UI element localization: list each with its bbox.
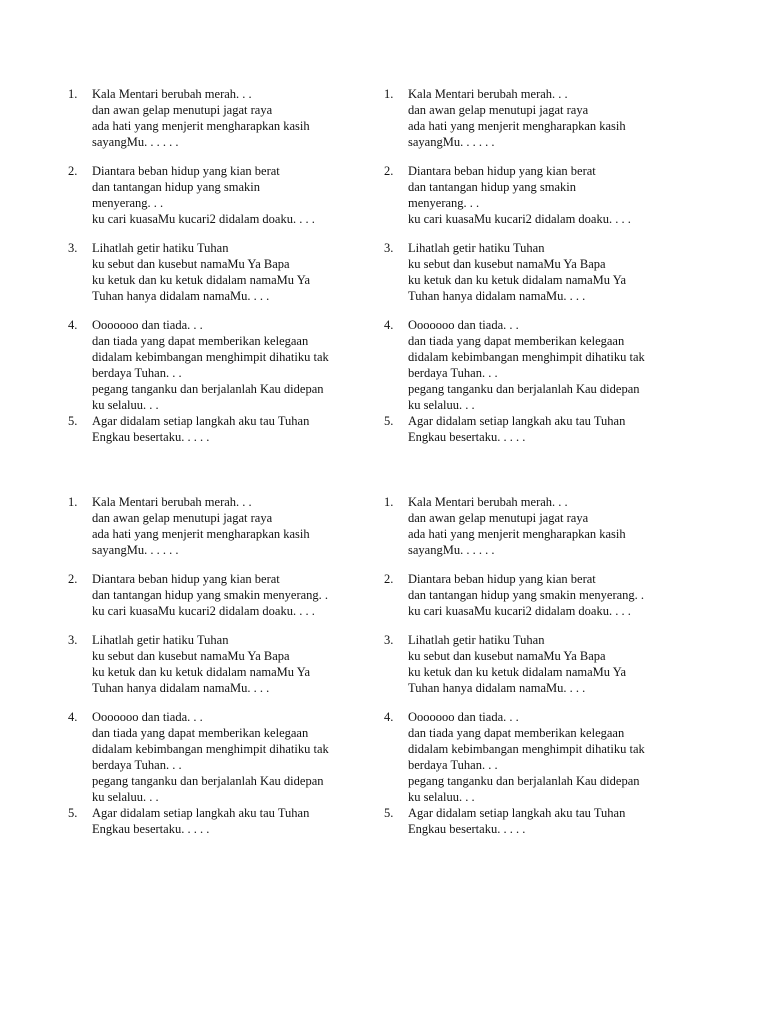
text-line: dan tantangan hidup yang smakin bbox=[92, 180, 261, 194]
text-line: ku cari kuasaMu kucari2 didalam doaku. . . . bbox=[408, 212, 631, 226]
list-item bbox=[384, 163, 674, 227]
text-line: Engkau besertaku. . . . . bbox=[408, 822, 526, 836]
text-line: ku cari kuasaMu kucari2 didalam doaku. . . . bbox=[408, 604, 631, 618]
poem-block-bottom-left bbox=[68, 494, 358, 837]
text-line: dan awan gelap menutupi jagat raya bbox=[408, 103, 589, 117]
list-item-number: 2. bbox=[384, 164, 394, 178]
text-line: Ooooooo dan tiada. . . bbox=[408, 318, 519, 332]
list-item bbox=[68, 494, 358, 558]
list-item bbox=[384, 805, 674, 837]
text-line: Ooooooo dan tiada. . . bbox=[92, 318, 203, 332]
list-item bbox=[68, 632, 358, 696]
text-line: ku selaluu. . . bbox=[92, 398, 159, 412]
text-line: pegang tanganku dan berjalanlah Kau didepan bbox=[408, 774, 640, 788]
text-line: ada hati yang menjerit mengharapkan kasih bbox=[92, 119, 310, 133]
list-item bbox=[68, 805, 358, 837]
list-item-number: 5. bbox=[68, 414, 78, 428]
list-item-text bbox=[408, 413, 674, 445]
text-line: ku sebut dan kusebut namaMu Ya Bapa bbox=[408, 649, 606, 663]
list-item-number: 3. bbox=[68, 633, 78, 647]
text-line: ku ketuk dan ku ketuk didalam namaMu Ya bbox=[92, 273, 311, 287]
text-line: Engkau besertaku. . . . . bbox=[408, 430, 526, 444]
list-item-number: 1. bbox=[68, 495, 78, 509]
text-line: ku ketuk dan ku ketuk didalam namaMu Ya bbox=[408, 665, 627, 679]
text-line: didalam kebimbangan menghimpit dihatiku tak bbox=[92, 350, 329, 364]
text-line: sayangMu. . . . . . bbox=[92, 135, 179, 149]
list-item-text bbox=[92, 240, 358, 304]
text-line: ku sebut dan kusebut namaMu Ya Bapa bbox=[92, 257, 290, 271]
text-line: Tuhan hanya didalam namaMu. . . . bbox=[92, 289, 270, 303]
list-item-number: 3. bbox=[384, 633, 394, 647]
list-item bbox=[68, 709, 358, 805]
text-line: dan awan gelap menutupi jagat raya bbox=[408, 511, 589, 525]
text-line: Kala Mentari berubah merah. . . bbox=[92, 87, 252, 101]
text-line: dan tiada yang dapat memberikan kelegaan bbox=[408, 334, 625, 348]
text-line: Diantara beban hidup yang kian berat bbox=[92, 164, 280, 178]
list-item-text bbox=[92, 805, 358, 837]
text-line: Ooooooo dan tiada. . . bbox=[408, 710, 519, 724]
text-line: sayangMu. . . . . . bbox=[408, 543, 495, 557]
list-item-number: 2. bbox=[68, 164, 78, 178]
list-item-text bbox=[92, 709, 358, 805]
list-item bbox=[384, 317, 674, 413]
list-item-text bbox=[408, 240, 674, 304]
text-line: Lihatlah getir hatiku Tuhan bbox=[92, 241, 229, 255]
list-item-number: 1. bbox=[68, 87, 78, 101]
text-line: berdaya Tuhan. . . bbox=[408, 366, 498, 380]
text-line: ku selaluu. . . bbox=[408, 398, 475, 412]
text-line: berdaya Tuhan. . . bbox=[408, 758, 498, 772]
text-line: Kala Mentari berubah merah. . . bbox=[92, 495, 252, 509]
text-line: pegang tanganku dan berjalanlah Kau didepan bbox=[92, 774, 324, 788]
text-line: ku sebut dan kusebut namaMu Ya Bapa bbox=[408, 257, 606, 271]
text-line: Tuhan hanya didalam namaMu. . . . bbox=[92, 681, 270, 695]
list-item-text bbox=[408, 494, 674, 558]
list-item-text bbox=[92, 632, 358, 696]
text-line: ku selaluu. . . bbox=[408, 790, 475, 804]
poem-block-bottom-right bbox=[384, 494, 674, 837]
list-item-text bbox=[92, 571, 358, 619]
list-item-number: 1. bbox=[384, 495, 394, 509]
list-item bbox=[68, 413, 358, 445]
list-item bbox=[384, 632, 674, 696]
text-line: Kala Mentari berubah merah. . . bbox=[408, 87, 568, 101]
text-line: menyerang. . . bbox=[92, 196, 164, 210]
text-line: dan tantangan hidup yang smakin menyerang. . bbox=[92, 588, 329, 602]
text-line: Engkau besertaku. . . . . bbox=[92, 822, 210, 836]
poem-block-top-right bbox=[384, 86, 674, 445]
list-item bbox=[384, 571, 674, 619]
text-line: ku cari kuasaMu kucari2 didalam doaku. . . . bbox=[92, 212, 315, 226]
list-item-number: 4. bbox=[68, 710, 78, 724]
list-item-number: 5. bbox=[68, 806, 78, 820]
text-line: dan awan gelap menutupi jagat raya bbox=[92, 511, 273, 525]
text-line: Lihatlah getir hatiku Tuhan bbox=[408, 633, 545, 647]
list-item bbox=[384, 709, 674, 805]
text-line: ku selaluu. . . bbox=[92, 790, 159, 804]
text-line: Agar didalam setiap langkah aku tau Tuhan bbox=[92, 806, 310, 820]
list-item bbox=[68, 571, 358, 619]
list-item bbox=[68, 240, 358, 304]
text-line: didalam kebimbangan menghimpit dihatiku tak bbox=[408, 742, 645, 756]
text-line: Diantara beban hidup yang kian berat bbox=[408, 164, 596, 178]
text-line: ada hati yang menjerit mengharapkan kasih bbox=[92, 527, 310, 541]
list-item-number: 4. bbox=[384, 710, 394, 724]
list-item-number: 5. bbox=[384, 414, 394, 428]
list-item-number: 3. bbox=[68, 241, 78, 255]
text-line: dan awan gelap menutupi jagat raya bbox=[92, 103, 273, 117]
text-line: Agar didalam setiap langkah aku tau Tuhan bbox=[408, 806, 626, 820]
list-item-text bbox=[408, 632, 674, 696]
list-item-text bbox=[92, 494, 358, 558]
text-line: didalam kebimbangan menghimpit dihatiku tak bbox=[92, 742, 329, 756]
list-item-number: 2. bbox=[68, 572, 78, 586]
text-line: Agar didalam setiap langkah aku tau Tuhan bbox=[92, 414, 310, 428]
list-item bbox=[68, 163, 358, 227]
list-item-text bbox=[92, 317, 358, 413]
list-item-text bbox=[408, 317, 674, 413]
text-line: Engkau besertaku. . . . . bbox=[92, 430, 210, 444]
text-line: sayangMu. . . . . . bbox=[408, 135, 495, 149]
text-line: didalam kebimbangan menghimpit dihatiku tak bbox=[408, 350, 645, 364]
text-line: Agar didalam setiap langkah aku tau Tuhan bbox=[408, 414, 626, 428]
list-item-number: 1. bbox=[384, 87, 394, 101]
text-line: sayangMu. . . . . . bbox=[92, 543, 179, 557]
text-line: ku cari kuasaMu kucari2 didalam doaku. . . . bbox=[92, 604, 315, 618]
text-line: dan tiada yang dapat memberikan kelegaan bbox=[92, 334, 309, 348]
list-item-text bbox=[408, 571, 674, 619]
list-item-text bbox=[408, 709, 674, 805]
text-line: dan tiada yang dapat memberikan kelegaan bbox=[92, 726, 309, 740]
text-line: pegang tanganku dan berjalanlah Kau didepan bbox=[408, 382, 640, 396]
text-line: ku ketuk dan ku ketuk didalam namaMu Ya bbox=[408, 273, 627, 287]
text-line: Ooooooo dan tiada. . . bbox=[92, 710, 203, 724]
text-line: Lihatlah getir hatiku Tuhan bbox=[92, 633, 229, 647]
list-item-text bbox=[408, 805, 674, 837]
list-item-text bbox=[92, 86, 358, 150]
list-item-text bbox=[92, 413, 358, 445]
list-item-number: 5. bbox=[384, 806, 394, 820]
list-item-text bbox=[408, 163, 674, 227]
list-item bbox=[384, 494, 674, 558]
text-line: Diantara beban hidup yang kian berat bbox=[408, 572, 596, 586]
list-item-number: 4. bbox=[384, 318, 394, 332]
text-line: berdaya Tuhan. . . bbox=[92, 366, 182, 380]
text-line: berdaya Tuhan. . . bbox=[92, 758, 182, 772]
text-line: Lihatlah getir hatiku Tuhan bbox=[408, 241, 545, 255]
text-line: dan tiada yang dapat memberikan kelegaan bbox=[408, 726, 625, 740]
list-item bbox=[384, 86, 674, 150]
text-line: Diantara beban hidup yang kian berat bbox=[92, 572, 280, 586]
list-item-number: 3. bbox=[384, 241, 394, 255]
list-item-text bbox=[92, 163, 358, 227]
text-line: Kala Mentari berubah merah. . . bbox=[408, 495, 568, 509]
list-item-number: 2. bbox=[384, 572, 394, 586]
text-line: pegang tanganku dan berjalanlah Kau didepan bbox=[92, 382, 324, 396]
text-line: ada hati yang menjerit mengharapkan kasih bbox=[408, 119, 626, 133]
list-item bbox=[384, 240, 674, 304]
list-item bbox=[384, 413, 674, 445]
text-line: ada hati yang menjerit mengharapkan kasih bbox=[408, 527, 626, 541]
list-item bbox=[68, 86, 358, 150]
text-line: Tuhan hanya didalam namaMu. . . . bbox=[408, 681, 586, 695]
text-line: ku ketuk dan ku ketuk didalam namaMu Ya bbox=[92, 665, 311, 679]
text-line: dan tantangan hidup yang smakin bbox=[408, 180, 577, 194]
text-line: ku sebut dan kusebut namaMu Ya Bapa bbox=[92, 649, 290, 663]
list-item bbox=[68, 317, 358, 413]
text-line: dan tantangan hidup yang smakin menyerang. . bbox=[408, 588, 645, 602]
text-line: menyerang. . . bbox=[408, 196, 480, 210]
list-item-number: 4. bbox=[68, 318, 78, 332]
list-item-text bbox=[408, 86, 674, 150]
text-line: Tuhan hanya didalam namaMu. . . . bbox=[408, 289, 586, 303]
poem-block-top-left bbox=[68, 86, 358, 445]
